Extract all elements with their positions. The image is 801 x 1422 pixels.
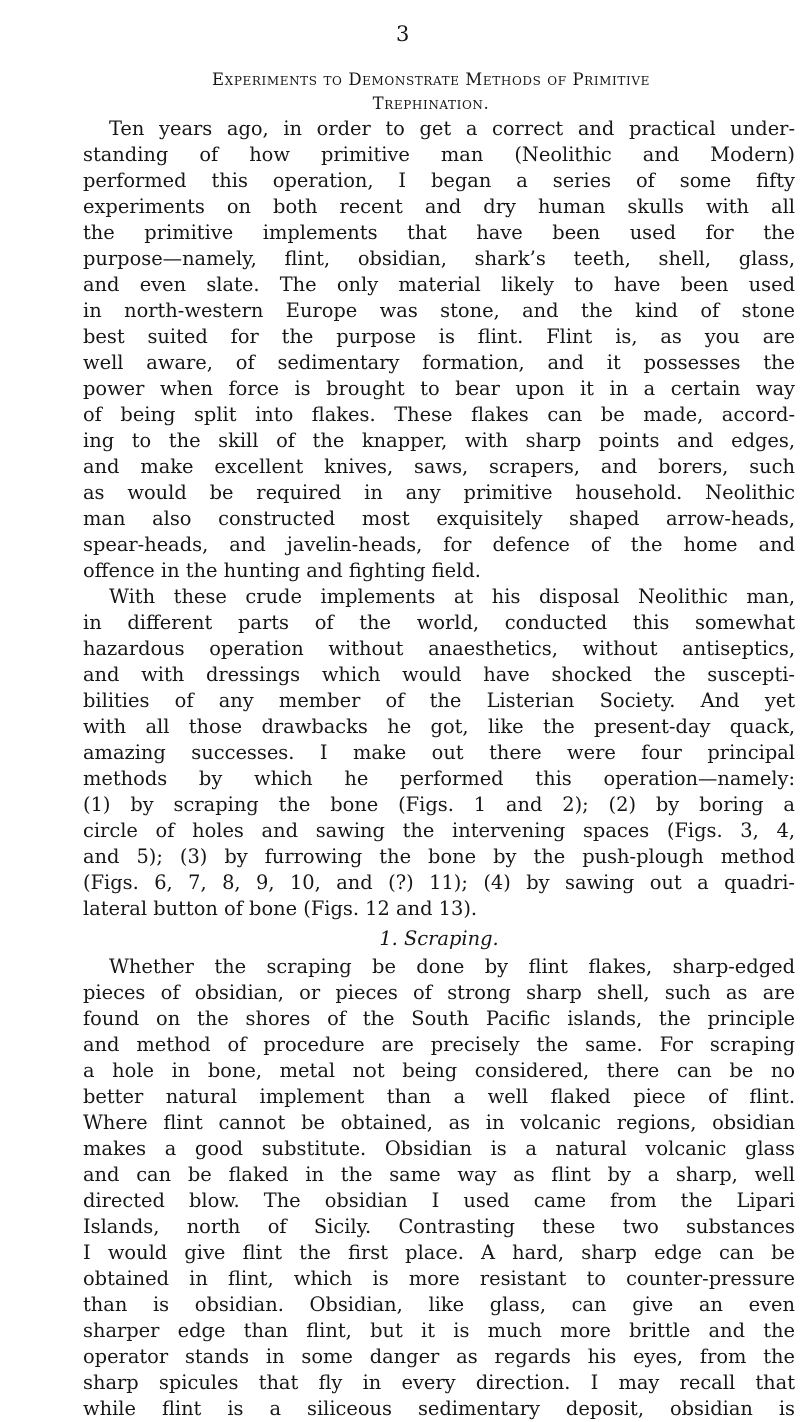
overflow-lines bbox=[83, 1292, 795, 1318]
text-line: and with dressings which would have shocked the suscepti- bbox=[83, 663, 795, 686]
section-heading bbox=[70, 68, 792, 116]
text-line: (Figs. 6, 7, 8, 9, 10, and (?) 11); (4) by sawing out a quadri- bbox=[83, 871, 795, 894]
text-line: hazardous operation without anaesthetics, without antiseptics, bbox=[83, 637, 795, 660]
text-line: of being split into flakes. These flakes can be made, accord- bbox=[83, 403, 795, 426]
text-line: than is obsidian. Obsidian, like glass, can give an even bbox=[83, 1293, 795, 1316]
text-line: bilities of any member of the Listerian Society. And yet bbox=[83, 689, 795, 712]
text-line: a hole in bone, metal not being considered, there can be no bbox=[83, 1059, 795, 1082]
text-line: directed blow. The obsidian I used came from the Lipari bbox=[83, 1189, 795, 1212]
text-line: With these crude implements at his disposal Neolithic man, bbox=[109, 585, 795, 608]
text-line: while flint is a siliceous sedimentary deposit, obsidian is bbox=[83, 1397, 795, 1420]
text-line: in north-western Europe was stone, and the kind of stone bbox=[83, 299, 795, 322]
text-line: ing to the skill of the knapper, with sharp points and edges, bbox=[83, 429, 795, 452]
text-line: amazing successes. I make out there were four principal bbox=[83, 741, 795, 764]
heading-line-1: Experiments to Demonstrate Methods of Primitive bbox=[212, 70, 650, 89]
text-line: makes a good substitute. Obsidian is a natural volcanic glass bbox=[83, 1137, 795, 1160]
text-line: sharp spicules that fly in every direction. I may recall that bbox=[83, 1371, 795, 1394]
text-line: I would give flint the first place. A hard, sharp edge can be bbox=[83, 1241, 795, 1264]
text-line: circle of holes and sawing the intervening spaces (Figs. 3, 4, bbox=[83, 819, 795, 842]
text-line: (1) by scraping the bone (Figs. 1 and 2); (2) by boring a bbox=[83, 793, 795, 816]
page-number: 3 bbox=[396, 22, 410, 46]
text-line: purpose—namely, flint, obsidian, shark’s teeth, shell, glass, bbox=[83, 247, 795, 270]
text-line: man also constructed most exquisitely shaped arrow-heads, bbox=[83, 507, 795, 530]
text-line: and even slate. The only material likely to have been used bbox=[83, 273, 795, 296]
text-line: sharper edge than flint, but it is much more brittle and the bbox=[83, 1319, 795, 1342]
text-line: with all those drawbacks he got, like the present-day quack, bbox=[83, 715, 795, 738]
text-line: and can be flaked in the same way as flint by a sharp, well bbox=[83, 1163, 795, 1186]
heading-line-2: Trephination. bbox=[372, 94, 490, 113]
text-line: standing of how primitive man (Neolithic and Modern) bbox=[83, 143, 795, 166]
text-line: experiments on both recent and dry human skulls with all bbox=[83, 195, 795, 218]
text-line: and 5); (3) by furrowing the bone by the push-plough method bbox=[83, 845, 795, 868]
text-line: Ten years ago, in order to get a correct and practical under- bbox=[109, 117, 795, 140]
text-line: and make excellent knives, saws, scrapers, and borers, such bbox=[83, 455, 795, 478]
subheading-scraping: 1. Scraping. bbox=[379, 927, 499, 950]
text-line: offence in the hunting and fighting field. bbox=[83, 559, 481, 582]
text-line: Where flint cannot be obtained, as in volcanic regions, obsidian bbox=[83, 1111, 795, 1134]
text-line: in different parts of the world, conducted this somewhat bbox=[83, 611, 795, 634]
text-line: pieces of obsidian, or pieces of strong sharp shell, such as are bbox=[83, 981, 795, 1004]
text-line: methods by which he performed this operation—namely: bbox=[83, 767, 795, 790]
text-line: Islands, north of Sicily. Contrasting these two substances bbox=[83, 1215, 795, 1238]
text-line: operator stands in some danger as regards his eyes, from the bbox=[83, 1345, 795, 1368]
text-line: found on the shores of the South Pacific islands, the principle bbox=[83, 1007, 795, 1030]
text-line: better natural implement than a well flaked piece of flint. bbox=[83, 1085, 795, 1108]
text-line: best suited for the purpose is flint. Flint is, as you are bbox=[83, 325, 795, 348]
text-line: as would be required in any primitive household. Neolithic bbox=[83, 481, 795, 504]
text-line: well aware, of sedimentary formation, and it possesses the bbox=[83, 351, 795, 374]
text-line: obtained in flint, which is more resistant to counter-pressure bbox=[83, 1267, 795, 1290]
text-line: and method of procedure are precisely the same. For scraping bbox=[83, 1033, 795, 1056]
text-line: lateral button of bone (Figs. 12 and 13). bbox=[83, 897, 478, 920]
text-line: spear-heads, and javelin-heads, for defence of the home and bbox=[83, 533, 795, 556]
text-line: performed this operation, I began a series of some fifty bbox=[83, 169, 795, 192]
text-line: the primitive implements that have been used for the bbox=[83, 221, 795, 244]
text-line: Whether the scraping be done by flint flakes, sharp-edged bbox=[109, 955, 795, 978]
text-line: power when force is brought to bear upon it in a certain way bbox=[83, 377, 795, 400]
